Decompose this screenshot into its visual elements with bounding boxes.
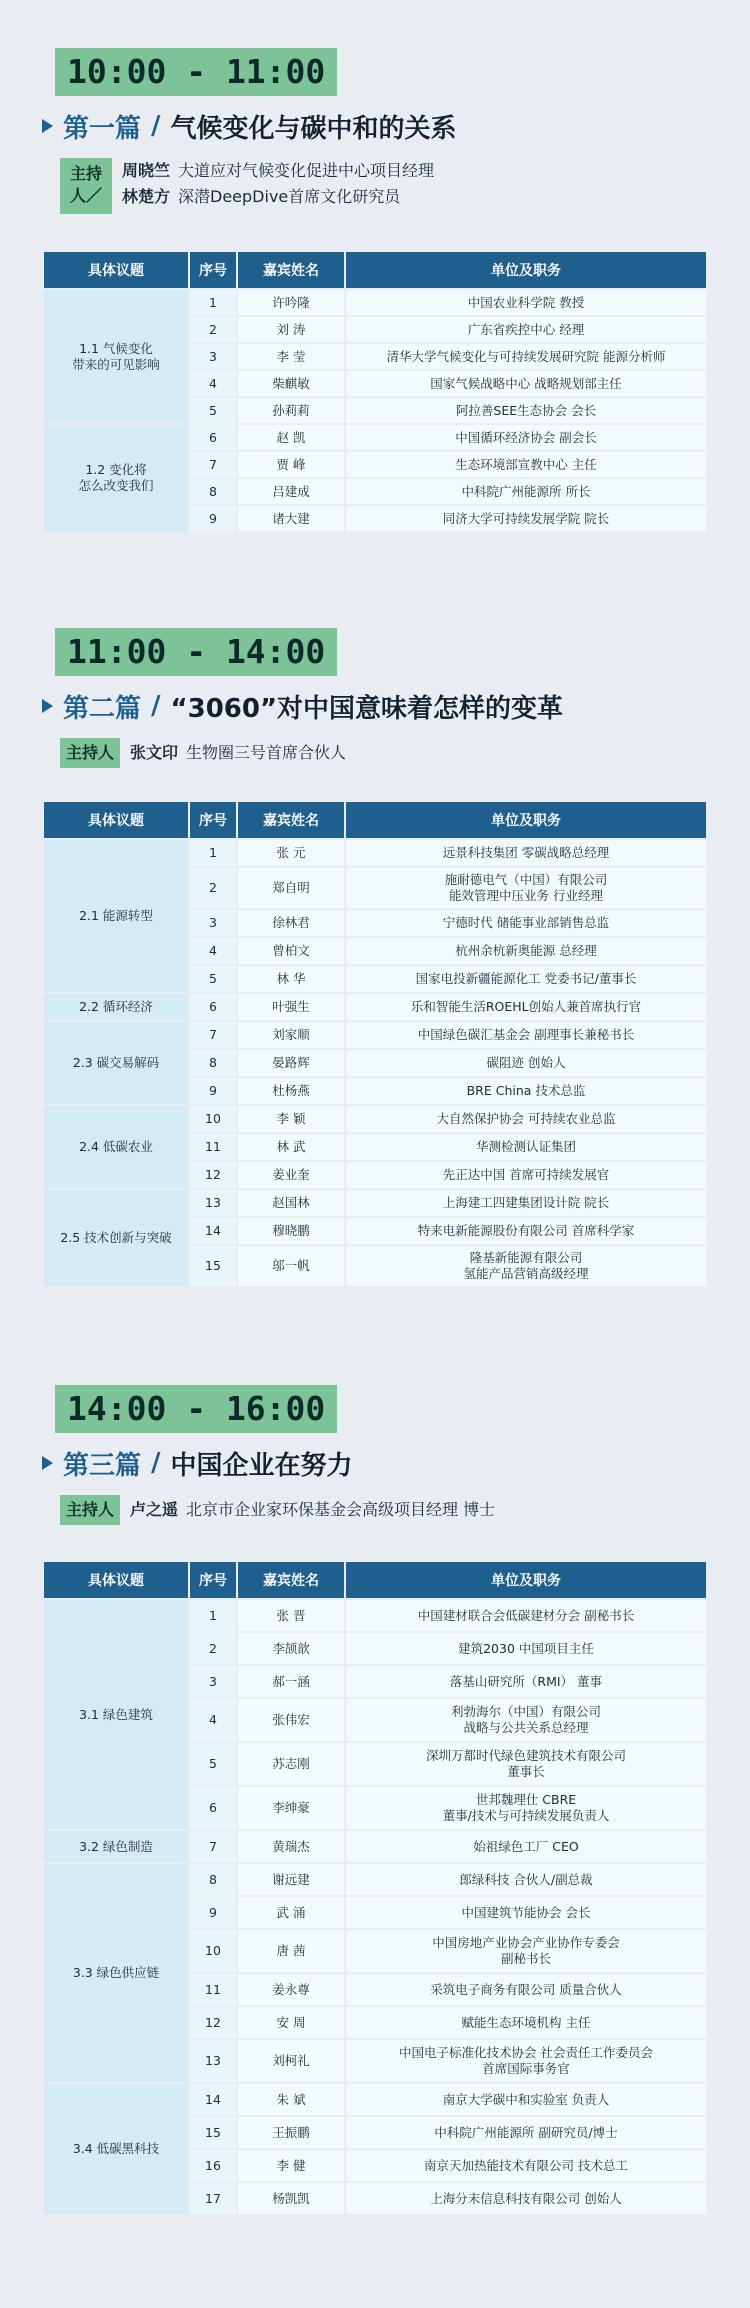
topic-cell: 2.4 低碳农业	[44, 1106, 188, 1188]
guest-affiliation: 远景科技集团 零碳战略总经理	[346, 840, 706, 866]
guest-affiliation: 同济大学可持续发展学院 院长	[346, 506, 706, 531]
section-topic: “3060”对中国意味着怎样的变革	[170, 693, 564, 724]
host-block	[60, 1495, 495, 1525]
guest-affiliation: 采筑电子商务有限公司 质量合伙人	[346, 1974, 706, 2005]
row-number: 8	[190, 1864, 236, 1895]
guest-name: 孙莉莉	[238, 398, 344, 423]
guest-name: 安 周	[238, 2007, 344, 2038]
guest-affiliation: 碳阻迹 创始人	[346, 1050, 706, 1076]
host-badge: 主持人	[60, 1495, 120, 1525]
row-number: 9	[190, 506, 236, 531]
guest-name: 吕建成	[238, 479, 344, 504]
guest-affiliation: 中国房地产业协会产业协作专委会 副秘书长	[346, 1930, 706, 1972]
host-title: 大道应对气候变化促进中心项目经理	[178, 161, 435, 180]
guest-name: 杜杨燕	[238, 1078, 344, 1104]
row-number: 10	[190, 1106, 236, 1132]
title-slash: /	[151, 1448, 161, 1478]
host-title: 深潜DeepDive首席文化研究员	[178, 187, 401, 206]
topic-cell: 2.5 技术创新与突破	[44, 1190, 188, 1286]
row-number: 3	[190, 1666, 236, 1697]
guest-affiliation: 始祖绿色工厂 CEO	[346, 1831, 706, 1862]
guest-affiliation: 南京天加热能技术有限公司 技术总工	[346, 2150, 706, 2181]
row-number: 2	[190, 317, 236, 342]
row-number: 3	[190, 344, 236, 369]
row-number: 1	[190, 840, 236, 866]
topic-cell: 1.1 气候变化 带来的可见影响	[44, 290, 188, 423]
guest-name: 李绅豪	[238, 1787, 344, 1829]
agenda-section	[0, 48, 750, 206]
table-row	[44, 994, 706, 1020]
guest-name: 唐 茜	[238, 1930, 344, 1972]
topic-cell: 2.1 能源转型	[44, 840, 188, 992]
title-slash: /	[151, 691, 161, 721]
host-list	[130, 1495, 495, 1525]
time-badge: 14:00 - 16:00	[55, 1385, 337, 1433]
guest-name: 穆晓鹏	[238, 1218, 344, 1244]
guest-affiliation: 上海分末信息科技有限公司 创始人	[346, 2183, 706, 2214]
chapter-label: 第一篇	[63, 113, 142, 144]
host-list	[122, 158, 434, 214]
row-number: 9	[190, 1897, 236, 1928]
row-number: 1	[190, 1600, 236, 1631]
guest-affiliation: 郎绿科技 合伙人/副总裁	[346, 1864, 706, 1895]
guest-affiliation: 广东省疾控中心 经理	[346, 317, 706, 342]
section-title	[42, 1441, 353, 1485]
table-header-row	[44, 252, 706, 288]
host-line	[130, 1497, 495, 1523]
host-line	[130, 740, 346, 766]
guest-affiliation: 中科院广州能源所 所长	[346, 479, 706, 504]
guest-name: 姜永尊	[238, 1974, 344, 2005]
section-topic: 中国企业在努力	[170, 1450, 353, 1481]
row-number: 13	[190, 2040, 236, 2082]
row-number: 10	[190, 1930, 236, 1972]
guest-affiliation: 落基山研究所（RMI） 董事	[346, 1666, 706, 1697]
chapter-label: 第三篇	[63, 1450, 142, 1481]
guest-name: 杨凯凯	[238, 2183, 344, 2214]
header-guest-name: 嘉宾姓名	[238, 252, 344, 288]
guest-affiliation: 深圳万都时代绿色建筑技术有限公司 董事长	[346, 1743, 706, 1785]
header-guest-name: 嘉宾姓名	[238, 802, 344, 838]
guest-affiliation: 生态环境部宣教中心 主任	[346, 452, 706, 477]
guest-affiliation: 国家电投新疆能源化工 党委书记/董事长	[346, 966, 706, 992]
header-guest-name: 嘉宾姓名	[238, 1562, 344, 1598]
guest-affiliation: 大自然保护协会 可持续农业总监	[346, 1106, 706, 1132]
guest-name: 叶强生	[238, 994, 344, 1020]
header-affiliation: 单位及职务	[346, 252, 706, 288]
guest-name: 晏路辉	[238, 1050, 344, 1076]
agenda-table	[42, 250, 708, 533]
row-number: 12	[190, 2007, 236, 2038]
guest-name: 李颉歆	[238, 1633, 344, 1664]
row-number: 15	[190, 1246, 236, 1286]
guest-affiliation: 隆基新能源有限公司 氢能产品营销高级经理	[346, 1246, 706, 1286]
section-topic: 气候变化与碳中和的关系	[170, 113, 457, 144]
guest-name: 赵国林	[238, 1190, 344, 1216]
guest-affiliation: 施耐德电气（中国）有限公司 能效管理中压业务 行业经理	[346, 868, 706, 908]
header-topic: 具体议题	[44, 252, 188, 288]
guest-affiliation: 宁德时代 储能事业部销售总监	[346, 910, 706, 936]
guest-affiliation: 中国绿色碳汇基金会 副理事长兼秘书长	[346, 1022, 706, 1048]
row-number: 16	[190, 2150, 236, 2181]
agenda-table	[42, 800, 708, 1288]
header-affiliation: 单位及职务	[346, 802, 706, 838]
guest-name: 诸大建	[238, 506, 344, 531]
guest-name: 刘家顺	[238, 1022, 344, 1048]
table-header-row	[44, 1562, 706, 1598]
guest-affiliation: 中国电子标准化技术协会 社会责任工作委员会 首席国际事务官	[346, 2040, 706, 2082]
row-number: 4	[190, 1699, 236, 1741]
host-line	[122, 158, 434, 184]
table-row	[44, 1106, 706, 1132]
table-row	[44, 2084, 706, 2115]
row-number: 11	[190, 1134, 236, 1160]
row-number: 3	[190, 910, 236, 936]
guest-name: 邬一帆	[238, 1246, 344, 1286]
guest-name: 谢远建	[238, 1864, 344, 1895]
guest-name: 朱 斌	[238, 2084, 344, 2115]
time-badge: 11:00 - 14:00	[55, 628, 337, 676]
header-affiliation: 单位及职务	[346, 1562, 706, 1598]
guest-name: 张伟宏	[238, 1699, 344, 1741]
row-number: 12	[190, 1162, 236, 1188]
triangle-bullet-icon	[42, 119, 53, 133]
guest-name: 张 晋	[238, 1600, 344, 1631]
header-topic: 具体议题	[44, 1562, 188, 1598]
guest-affiliation: 赋能生态环境机构 主任	[346, 2007, 706, 2038]
topic-cell: 2.3 碳交易解码	[44, 1022, 188, 1104]
guest-affiliation: 阿拉善SEE生态协会 会长	[346, 398, 706, 423]
table-row	[44, 1831, 706, 1862]
guest-affiliation: 杭州余杭新奥能源 总经理	[346, 938, 706, 964]
guest-affiliation: 建筑2030 中国项目主任	[346, 1633, 706, 1664]
guest-affiliation: 南京大学碳中和实验室 负责人	[346, 2084, 706, 2115]
row-number: 1	[190, 290, 236, 315]
host-line	[122, 184, 434, 210]
guest-affiliation: 先正达中国 首席可持续发展官	[346, 1162, 706, 1188]
host-list	[130, 738, 346, 768]
guest-name: 刘柯礼	[238, 2040, 344, 2082]
guest-affiliation: 世邦魏理仕 CBRE 董事/技术与可持续发展负责人	[346, 1787, 706, 1829]
header-number: 序号	[190, 802, 236, 838]
row-number: 11	[190, 1974, 236, 2005]
row-number: 5	[190, 398, 236, 423]
header-number: 序号	[190, 252, 236, 288]
row-number: 2	[190, 1633, 236, 1664]
host-badge: 主持 人／	[60, 158, 112, 214]
row-number: 15	[190, 2117, 236, 2148]
host-name: 周晓竺	[122, 161, 171, 180]
row-number: 7	[190, 1022, 236, 1048]
row-number: 6	[190, 994, 236, 1020]
guest-name: 许吟隆	[238, 290, 344, 315]
guest-affiliation: 乐和智能生活ROEHL创始人兼首席执行官	[346, 994, 706, 1020]
table-row	[44, 425, 706, 450]
row-number: 14	[190, 1218, 236, 1244]
header-number: 序号	[190, 1562, 236, 1598]
guest-affiliation: 利勃海尔（中国）有限公司 战略与公共关系总经理	[346, 1699, 706, 1741]
agenda-section	[0, 628, 750, 762]
guest-affiliation: 中国建材联合会低碳建材分会 副秘书长	[346, 1600, 706, 1631]
row-number: 14	[190, 2084, 236, 2115]
guest-name: 贾 峰	[238, 452, 344, 477]
row-number: 17	[190, 2183, 236, 2214]
table-header-row	[44, 802, 706, 838]
guest-name: 王振鹏	[238, 2117, 344, 2148]
guest-name: 徐林君	[238, 910, 344, 936]
guest-affiliation: 中国建筑节能协会 会长	[346, 1897, 706, 1928]
topic-cell: 2.2 循环经济	[44, 994, 188, 1020]
table-row	[44, 1864, 706, 1895]
guest-name: 黄瑞杰	[238, 1831, 344, 1862]
row-number: 2	[190, 868, 236, 908]
row-number: 5	[190, 966, 236, 992]
row-number: 6	[190, 1787, 236, 1829]
guest-affiliation: 清华大学气候变化与可持续发展研究院 能源分析师	[346, 344, 706, 369]
host-block	[60, 738, 346, 768]
row-number: 13	[190, 1190, 236, 1216]
row-number: 8	[190, 479, 236, 504]
triangle-bullet-icon	[42, 699, 53, 713]
guest-name: 张 元	[238, 840, 344, 866]
table-row	[44, 1022, 706, 1048]
table-row	[44, 1600, 706, 1631]
header-topic: 具体议题	[44, 802, 188, 838]
guest-name: 苏志刚	[238, 1743, 344, 1785]
guest-affiliation: 上海建工四建集团设计院 院长	[346, 1190, 706, 1216]
guest-name: 曾柏文	[238, 938, 344, 964]
table-row	[44, 290, 706, 315]
topic-cell: 3.1 绿色建筑	[44, 1600, 188, 1829]
time-badge: 10:00 - 11:00	[55, 48, 337, 96]
guest-name: 郝一涵	[238, 1666, 344, 1697]
row-number: 5	[190, 1743, 236, 1785]
guest-name: 李 颖	[238, 1106, 344, 1132]
agenda-table	[42, 1560, 708, 2216]
guest-affiliation: 中国循环经济协会 副会长	[346, 425, 706, 450]
row-number: 4	[190, 371, 236, 396]
agenda-section	[0, 1385, 750, 1519]
section-title	[42, 684, 563, 728]
guest-name: 李 健	[238, 2150, 344, 2181]
host-title: 北京市企业家环保基金会高级项目经理 博士	[186, 1500, 496, 1519]
guest-affiliation: BRE China 技术总监	[346, 1078, 706, 1104]
guest-affiliation: 中科院广州能源所 副研究员/博士	[346, 2117, 706, 2148]
guest-name: 林 华	[238, 966, 344, 992]
guest-name: 赵 凯	[238, 425, 344, 450]
section-title	[42, 104, 457, 148]
host-name: 张文印	[130, 743, 179, 762]
row-number: 7	[190, 1831, 236, 1862]
triangle-bullet-icon	[42, 1456, 53, 1470]
host-name: 卢之遥	[130, 1500, 179, 1519]
table-row	[44, 1190, 706, 1216]
guest-affiliation: 特来电新能源股份有限公司 首席科学家	[346, 1218, 706, 1244]
row-number: 6	[190, 425, 236, 450]
row-number: 8	[190, 1050, 236, 1076]
guest-affiliation: 华测检测认证集团	[346, 1134, 706, 1160]
host-name: 林楚方	[122, 187, 171, 206]
table-row	[44, 840, 706, 866]
row-number: 9	[190, 1078, 236, 1104]
guest-name: 柴麒敏	[238, 371, 344, 396]
guest-name: 姜业奎	[238, 1162, 344, 1188]
topic-cell: 1.2 变化将 怎么改变我们	[44, 425, 188, 531]
topic-cell: 3.3 绿色供应链	[44, 1864, 188, 2082]
guest-affiliation: 国家气候战略中心 战略规划部主任	[346, 371, 706, 396]
host-block	[60, 158, 434, 214]
topic-cell: 3.2 绿色制造	[44, 1831, 188, 1862]
guest-affiliation: 中国农业科学院 教授	[346, 290, 706, 315]
row-number: 7	[190, 452, 236, 477]
guest-name: 林 武	[238, 1134, 344, 1160]
chapter-label: 第二篇	[63, 693, 142, 724]
title-slash: /	[151, 111, 161, 141]
host-title: 生物圈三号首席合伙人	[186, 743, 347, 762]
guest-name: 郑自明	[238, 868, 344, 908]
guest-name: 刘 涛	[238, 317, 344, 342]
guest-name: 李 莹	[238, 344, 344, 369]
host-badge: 主持人	[60, 738, 120, 768]
row-number: 4	[190, 938, 236, 964]
guest-name: 武 涌	[238, 1897, 344, 1928]
topic-cell: 3.4 低碳黑科技	[44, 2084, 188, 2214]
